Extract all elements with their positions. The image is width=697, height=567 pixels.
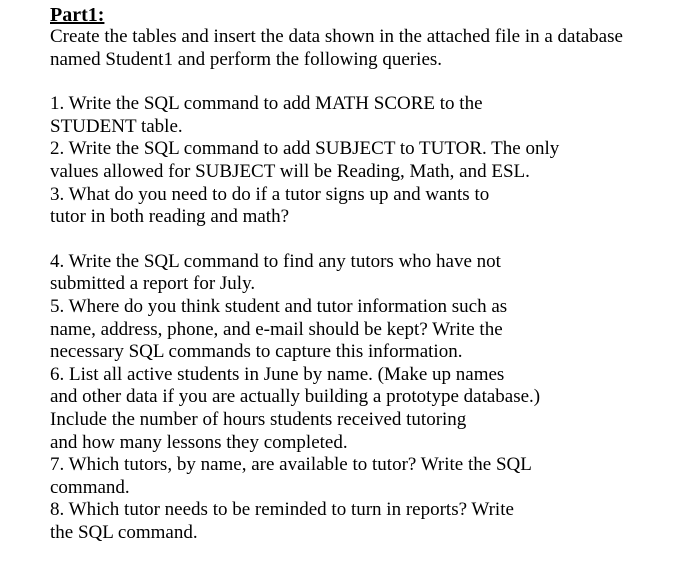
part-heading: Part1:: [50, 4, 105, 26]
text-line: submitted a report for July.: [50, 273, 256, 295]
text-line: name, address, phone, and e-mail should be kept? Write the: [50, 318, 503, 340]
text-line: 7. Which tutors, by name, are available to tutor? Write the SQL: [50, 454, 532, 476]
text-line: Include the number of hours students received tutoring: [50, 408, 467, 430]
text-line: and other data if you are actually building a prototype database.): [50, 386, 541, 408]
text-line: the SQL command.: [50, 521, 198, 543]
text-line: 6. List all active students in June by name. (Make up names: [50, 363, 505, 385]
paragraph-gap: [50, 71, 690, 93]
text-line: 2. Write the SQL command to add SUBJECT to TUTOR. The only: [50, 138, 560, 160]
intro-paragraph: [50, 26, 690, 71]
text-line: Create the tables and insert the data shown in the attached file in a database: [50, 26, 623, 47]
text-line: 5. Where do you think student and tutor information such as: [50, 295, 508, 317]
text-line: named Student1 and perform the following queries.: [50, 48, 443, 70]
text-line: tutor in both reading and math?: [50, 206, 290, 228]
text-line: necessary SQL commands to capture this information.: [50, 341, 463, 363]
question-block-2: [50, 251, 690, 545]
text-line: 4. Write the SQL command to find any tutors who have not: [50, 250, 501, 272]
document-page: [50, 4, 690, 544]
text-line: STUDENT table.: [50, 115, 183, 137]
text-line: values allowed for SUBJECT will be Reading, Math, and ESL.: [50, 160, 530, 182]
text-line: 1. Write the SQL command to add MATH SCORE to the: [50, 93, 483, 115]
question-block-1: [50, 93, 690, 229]
text-line: command.: [50, 476, 130, 498]
text-line: and how many lessons they completed.: [50, 431, 348, 453]
text-line: 3. What do you need to do if a tutor signs up and wants to: [50, 183, 490, 205]
text-line: 8. Which tutor needs to be reminded to turn in reports? Write: [50, 499, 514, 521]
paragraph-gap: [50, 229, 690, 251]
